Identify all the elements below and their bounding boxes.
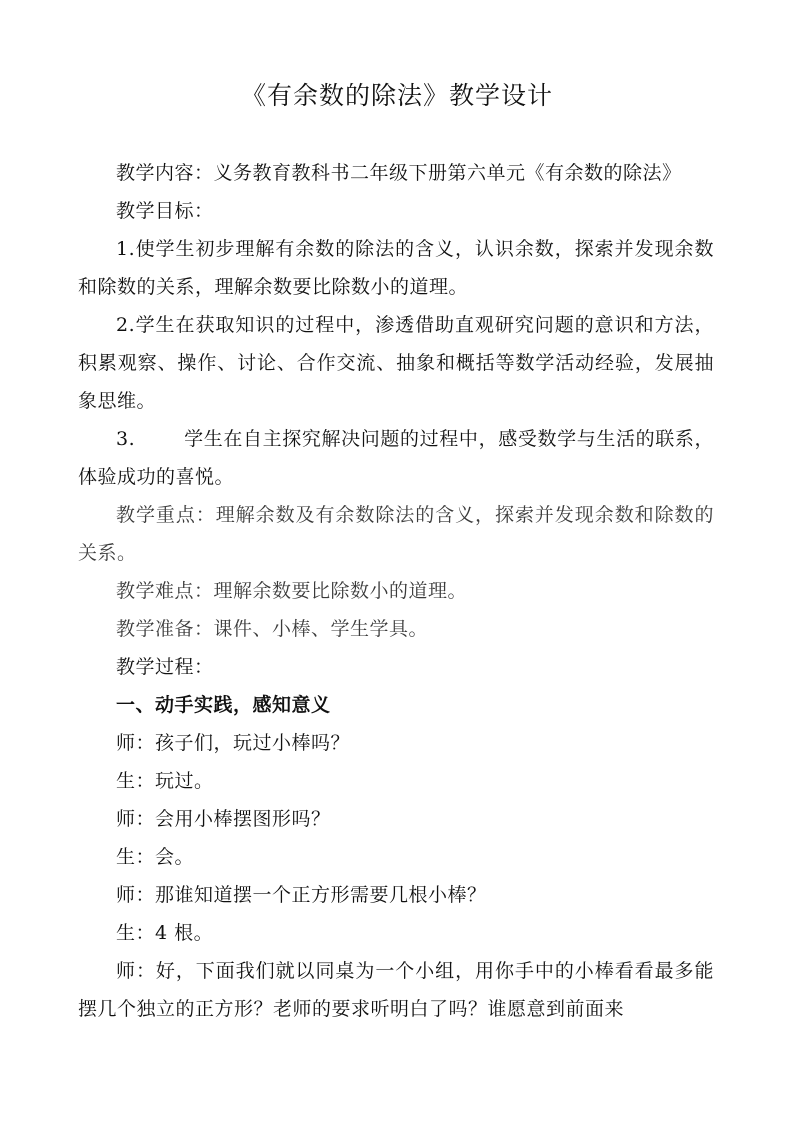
paragraph-goal-2: 2.学生在获取知识的过程中，渗透借助直观研究问题的意识和方法，积累观察、操作、讨论、合作交流、抽象和概括等数学活动经验，发展抽象思维。 [78,314,714,412]
paragraph-teaching-key-points: 教学重点：理解余数及有余数除法的含义，探索并发现余数和除数的关系。 [78,504,714,564]
dialogue-line: 师：会用小棒摆图形吗？ [116,808,331,830]
paragraph-teaching-difficulties: 教学难点：理解余数要比除数小的道理。 [116,580,468,602]
paragraph-goal-3 [78,420,714,496]
dialogue-line: 师：好，下面我们就以同桌为一个小组，用你手中的小棒看看最多能摆几个独立的正方形？老师的要求听明白了吗？谁愿意到前面来 [78,960,714,1020]
goal-3-number: 3. [116,428,136,450]
paragraph-teaching-process-heading: 教学过程： [116,656,214,678]
paragraph-teaching-content: 教学内容：义务教育教科书二年级下册第六单元《有余数的除法》 [116,162,682,184]
paragraph-teaching-preparation: 教学准备：课件、小棒、学生学具。 [116,618,429,640]
dialogue-line: 生：会。 [116,846,195,868]
document-body [78,154,714,1028]
goal-3-text: 学生在自主探究解决问题的过程中，感受数学与生活的联系，体验成功的喜悦。 [78,428,714,488]
dialogue-line: 师：孩子们，玩过小棒吗？ [116,732,351,754]
section-heading-1: 一、动手实践，感知意义 [116,694,331,716]
document-title: 《有余数的除法》教学设计 [240,81,553,110]
paragraph-goal-1: 1.使学生初步理解有余数的除法的含义，认识余数，探索并发现余数和除数的关系，理解余数要比除数小的道理。 [78,238,714,298]
dialogue-line: 生：4 根。 [116,922,214,944]
dialogue-line: 师：那谁知道摆一个正方形需要几根小棒？ [116,884,487,906]
paragraph-teaching-goals-heading: 教学目标： [116,200,214,222]
dialogue-line: 生：玩过。 [116,770,214,792]
